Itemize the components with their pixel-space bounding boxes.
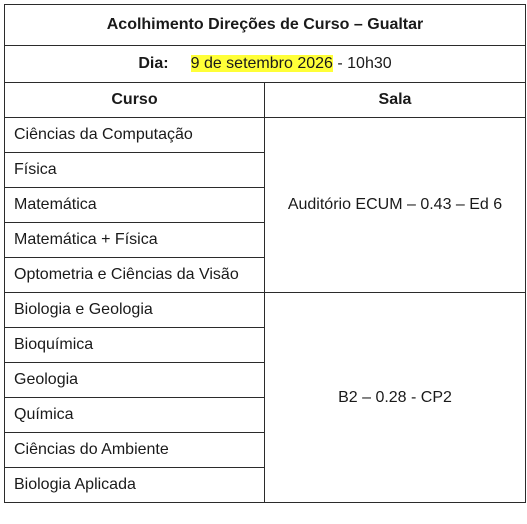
highlighted-date: 9 de setembro 2026 <box>190 55 333 73</box>
day-time: 10h30 <box>347 55 392 73</box>
course-cell: Geologia <box>5 363 265 398</box>
course-cell: Química <box>5 398 265 433</box>
course-cell: Biologia Aplicada <box>5 468 265 503</box>
course-cell: Física <box>5 153 265 188</box>
day-label: Dia: <box>138 55 169 73</box>
header-room: Sala <box>265 83 526 118</box>
schedule-table <box>4 4 526 503</box>
room-cell: Auditório ECUM – 0.43 – Ed 6 <box>265 118 526 293</box>
header-course: Curso <box>5 83 265 118</box>
day-row <box>5 46 526 83</box>
table-row <box>5 118 526 153</box>
course-cell: Matemática <box>5 188 265 223</box>
course-cell: Biologia e Geologia <box>5 293 265 328</box>
course-cell: Bioquímica <box>5 328 265 363</box>
course-cell: Ciências do Ambiente <box>5 433 265 468</box>
course-cell: Optometria e Ciências da Visão <box>5 258 265 293</box>
schedule-body <box>5 5 526 503</box>
room-cell: B2 – 0.28 - CP2 <box>265 293 526 503</box>
title-row <box>5 5 526 46</box>
table-row <box>5 293 526 328</box>
header-row <box>5 83 526 118</box>
course-cell: Ciências da Computação <box>5 118 265 153</box>
day-cell <box>5 46 526 83</box>
course-cell: Matemática + Física <box>5 223 265 258</box>
day-separator: - <box>332 55 348 73</box>
table-title: Acolhimento Direções de Curso – Gualtar <box>5 5 526 46</box>
